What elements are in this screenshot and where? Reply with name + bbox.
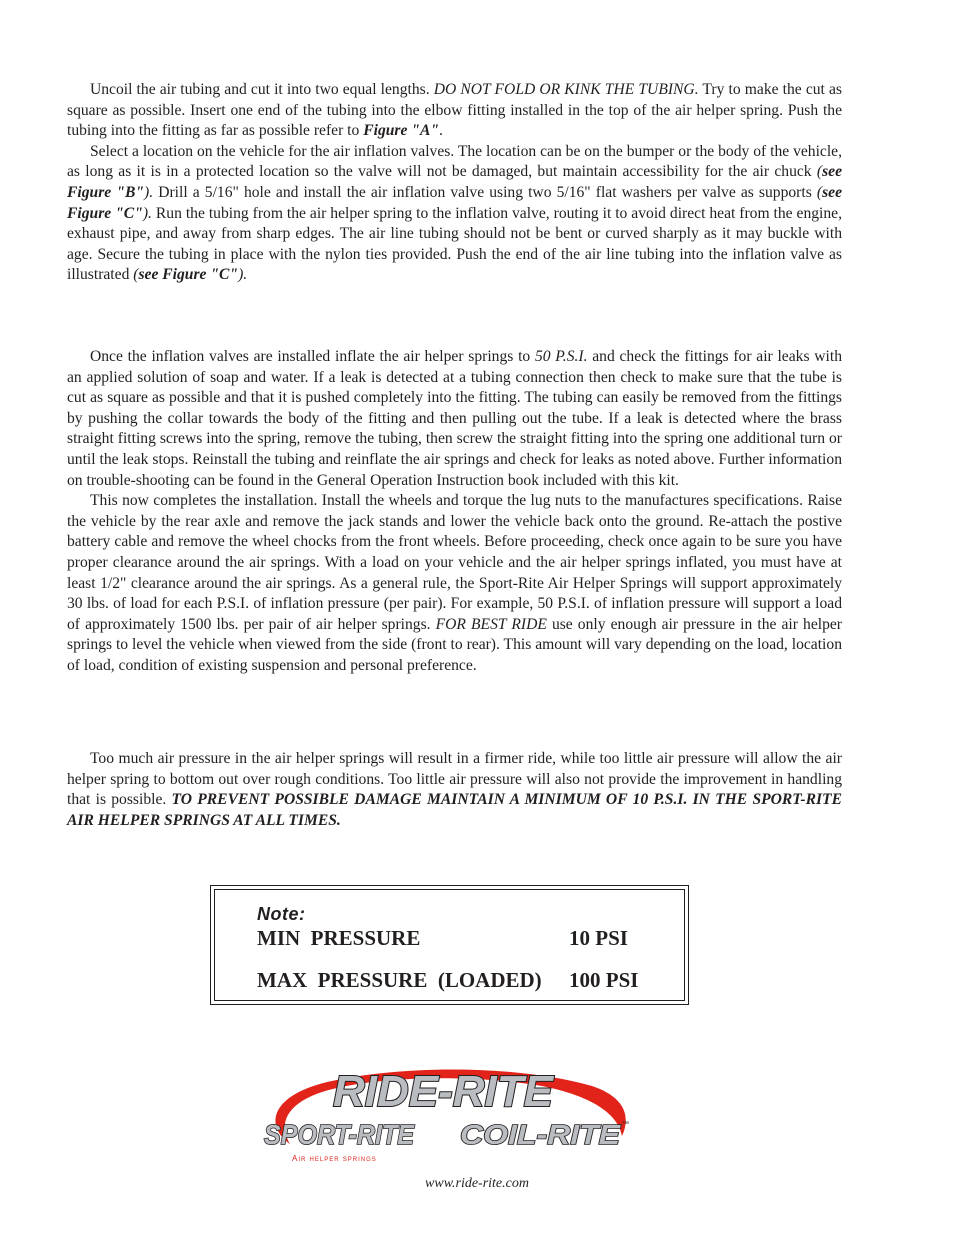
max-pressure-label: MAX PRESSURE (LOADED) — [257, 968, 542, 992]
min-pressure-value: 10 PSI — [569, 926, 628, 950]
paragraph-complete-installation: This now completes the installation. Install the wheels and torque the lug nuts to the manufactures specifications. Raise the vehicle by the rear axle and remove the jack stands and lower the vehicle back onto the ground. Re-attach the postive battery cable and remove the wheel chocks from the front wheels. Before proceeding, check once again to be sure you have proper clearance around the air springs. With a load on your vehicle and the air helper springs inflated, you must have at least 1/2" clearance around the air springs. As a general rule, the Sport-Rite Air Helper Springs will support approximately 30 lbs. of load for each P.S.I. of inflation pressure (per pair). For example, 50 P.S.I. of inflation pressure will support a load of approximately 1500 lbs. per pair of air helper springs. FOR BEST RIDE use only enough air pressure in the air helper springs to level the vehicle when viewed from the side (front to rear). This amount will vary depending on the load, location of load, condition of existing suspension and personal preference. — [67, 492, 842, 674]
min-pressure-row — [257, 926, 628, 951]
logo-coil-rite-text: COIL-RITE — [460, 1119, 622, 1150]
max-pressure-value: 100 PSI — [569, 968, 639, 992]
leak-check-section — [67, 347, 842, 677]
min-pressure-label: MIN PRESSURE — [257, 926, 421, 950]
max-pressure-row — [257, 968, 639, 993]
pressure-note-inner — [214, 889, 685, 1001]
logo-trademark: ™ — [622, 1121, 629, 1128]
tubing-installation-section — [67, 80, 842, 286]
paragraph-tubing-cut: Uncoil the air tubing and cut it into two equal lengths. DO NOT FOLD OR KINK THE TUBING. Try to make the cut as square as possible. Insert one end of the tubing into the elbow fitting installed in the top of the air helper spring. Push the tubing into the fitting as far as possible refer to Figure "A". — [67, 81, 842, 140]
logo-sport-rite-text: SPORT-RITE — [264, 1119, 416, 1150]
ride-rite-logo — [262, 1064, 632, 1168]
pressure-warning-section — [67, 749, 842, 831]
logo-brand-text: RIDE-RITE — [333, 1067, 553, 1116]
paragraph-leak-check: Once the inflation valves are installed inflate the air helper springs to 50 P.S.I. and check the fittings for air leaks with an applied solution of soap and water. If a leak is detected at a tubing connection then check to make sure that the tube is cut as square as possible and that it is pushed completely into the fitting. The tubing can easily be removed from the fittings by pushing the collar towards the body of the fitting and then pulling out the tube. If a leak is detected where the brass straight fitting screws into the spring, remove the tubing, then screw the straight fitting into the spring one additional turn or until the leak stops. Reinstall the tubing and reinflate the air springs and check for leaks as noted above. Further information on trouble-shooting can be found in the General Operation Instruction book included with this kit. — [67, 348, 842, 489]
logo-tagline: Air helper springs — [292, 1154, 377, 1163]
note-label: Note: — [257, 904, 306, 924]
pressure-note-box — [210, 885, 689, 1005]
website-url: www.ride-rite.com — [425, 1176, 529, 1191]
paragraph-pressure-warning: Too much air pressure in the air helper springs will result in a firmer ride, while too little air pressure will allow the air helper spring to bottom out over rough conditions. Too little air pressure will also not provide the improvement in handling that is possible. TO PREVENT POSSIBLE DAMAGE MAINTAIN A MINIMUM OF 10 P.S.I. IN THE SPORT-RITE AIR HELPER SPRINGS AT ALL TIMES. — [67, 750, 842, 829]
paragraph-inflation-valve-location: Select a location on the vehicle for the air inflation valves. The location can be on the bumper or the body of the vehicle, as long as it is in a protected location so the valve will not be damaged, but maintain accessibility for the air chuck (see Figure "B"). Drill a 5/16" hole and install the air inflation valve using two 5/16" flat washers per valve as supports (see Figure "C"). Run the tubing from the air helper spring to the inflation valve, routing it to avoid direct heat from the engine, exhaust pipe, and away from sharp edges. The air line tubing should not be bent or curved sharply as it may buckle with age. Secure the tubing in place with the nylon ties provided. Push the end of the air line tubing into the inflation valve as illustrated (see Figure "C"). — [67, 142, 843, 284]
